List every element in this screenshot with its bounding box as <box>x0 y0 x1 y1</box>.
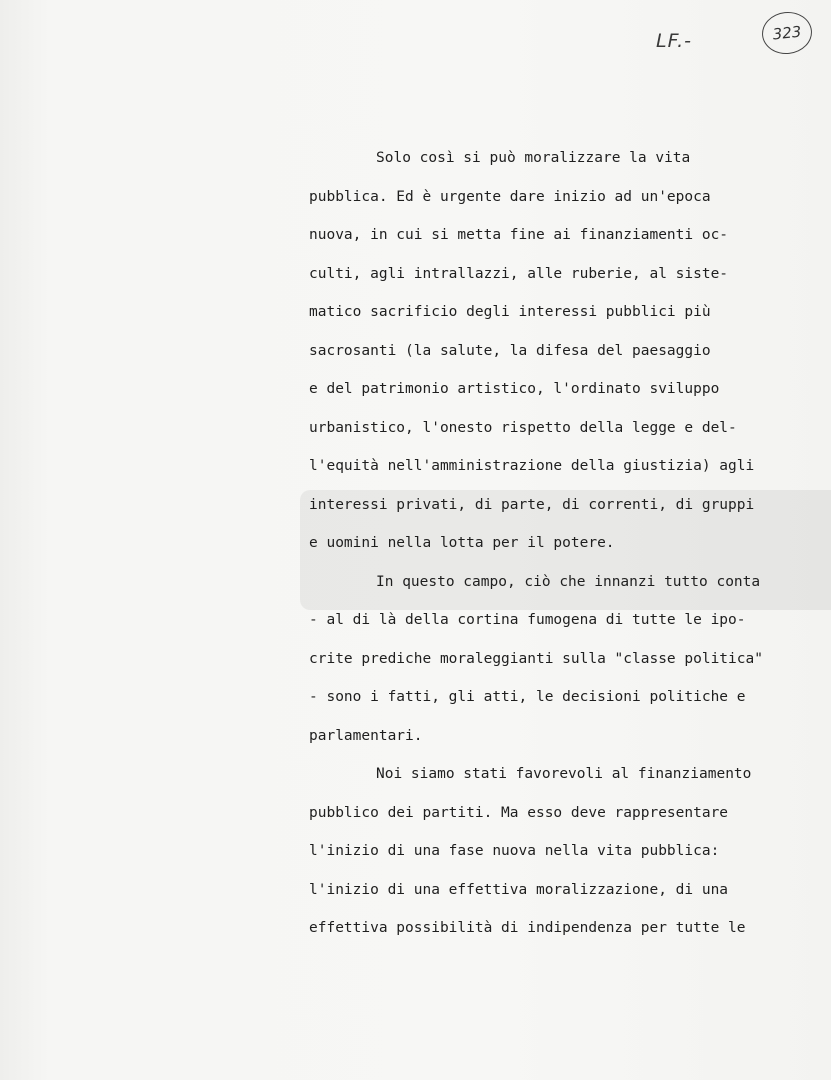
text-line: interessi privati, di parte, di correnti, di gruppi <box>309 496 755 513</box>
page-number-circled <box>760 10 814 57</box>
text-line: - al di là della cortina fumogena di tutte le ipo- <box>309 612 746 628</box>
text-line: culti, agli intrallazzi, alle ruberie, al siste- <box>309 265 729 282</box>
text-line: l'inizio di una effettiva moralizzazione, di una <box>309 881 729 898</box>
text-line: nuova, in cui si metta fine ai finanziamenti oc- <box>309 227 729 243</box>
text-line: l'equità nell'amministrazione della giustizia) agli <box>309 458 755 474</box>
page-number-text: 323 <box>771 22 803 44</box>
text-line: effettiva possibilità di indipendenza per tutte le <box>309 920 746 936</box>
text-line: Noi siamo stati favorevoli al finanziamento <box>376 766 752 782</box>
text-line: l'inizio di una fase nuova nella vita pubblica: <box>309 843 720 859</box>
text-line: pubblico dei partiti. Ma esso deve rappresentare <box>309 804 729 821</box>
text-line: - sono i fatti, gli atti, le decisioni politiche e <box>309 689 746 705</box>
handwritten-annotation: LF.- <box>656 30 692 52</box>
text-line: sacrosanti (la salute, la difesa del paesaggio <box>309 342 711 359</box>
text-line: urbanistico, l'onesto rispetto della legge e del- <box>309 419 737 436</box>
text-line: pubblica. Ed è urgente dare inizio ad un'epoca <box>309 188 711 205</box>
text-line: parlamentari. <box>309 727 423 744</box>
typed-text-body <box>309 144 829 953</box>
text-line: e uomini nella lotta per il potere. <box>309 535 615 551</box>
text-line: matico sacrificio degli interessi pubblici più <box>309 304 711 320</box>
text-line: crite prediche moraleggianti sulla "classe politica" <box>309 650 763 667</box>
text-line: In questo campo, ciò che innanzi tutto conta <box>376 573 761 590</box>
text-line: Solo così si può moralizzare la vita <box>376 150 691 166</box>
text-line: e del patrimonio artistico, l'ordinato sviluppo <box>309 381 720 397</box>
